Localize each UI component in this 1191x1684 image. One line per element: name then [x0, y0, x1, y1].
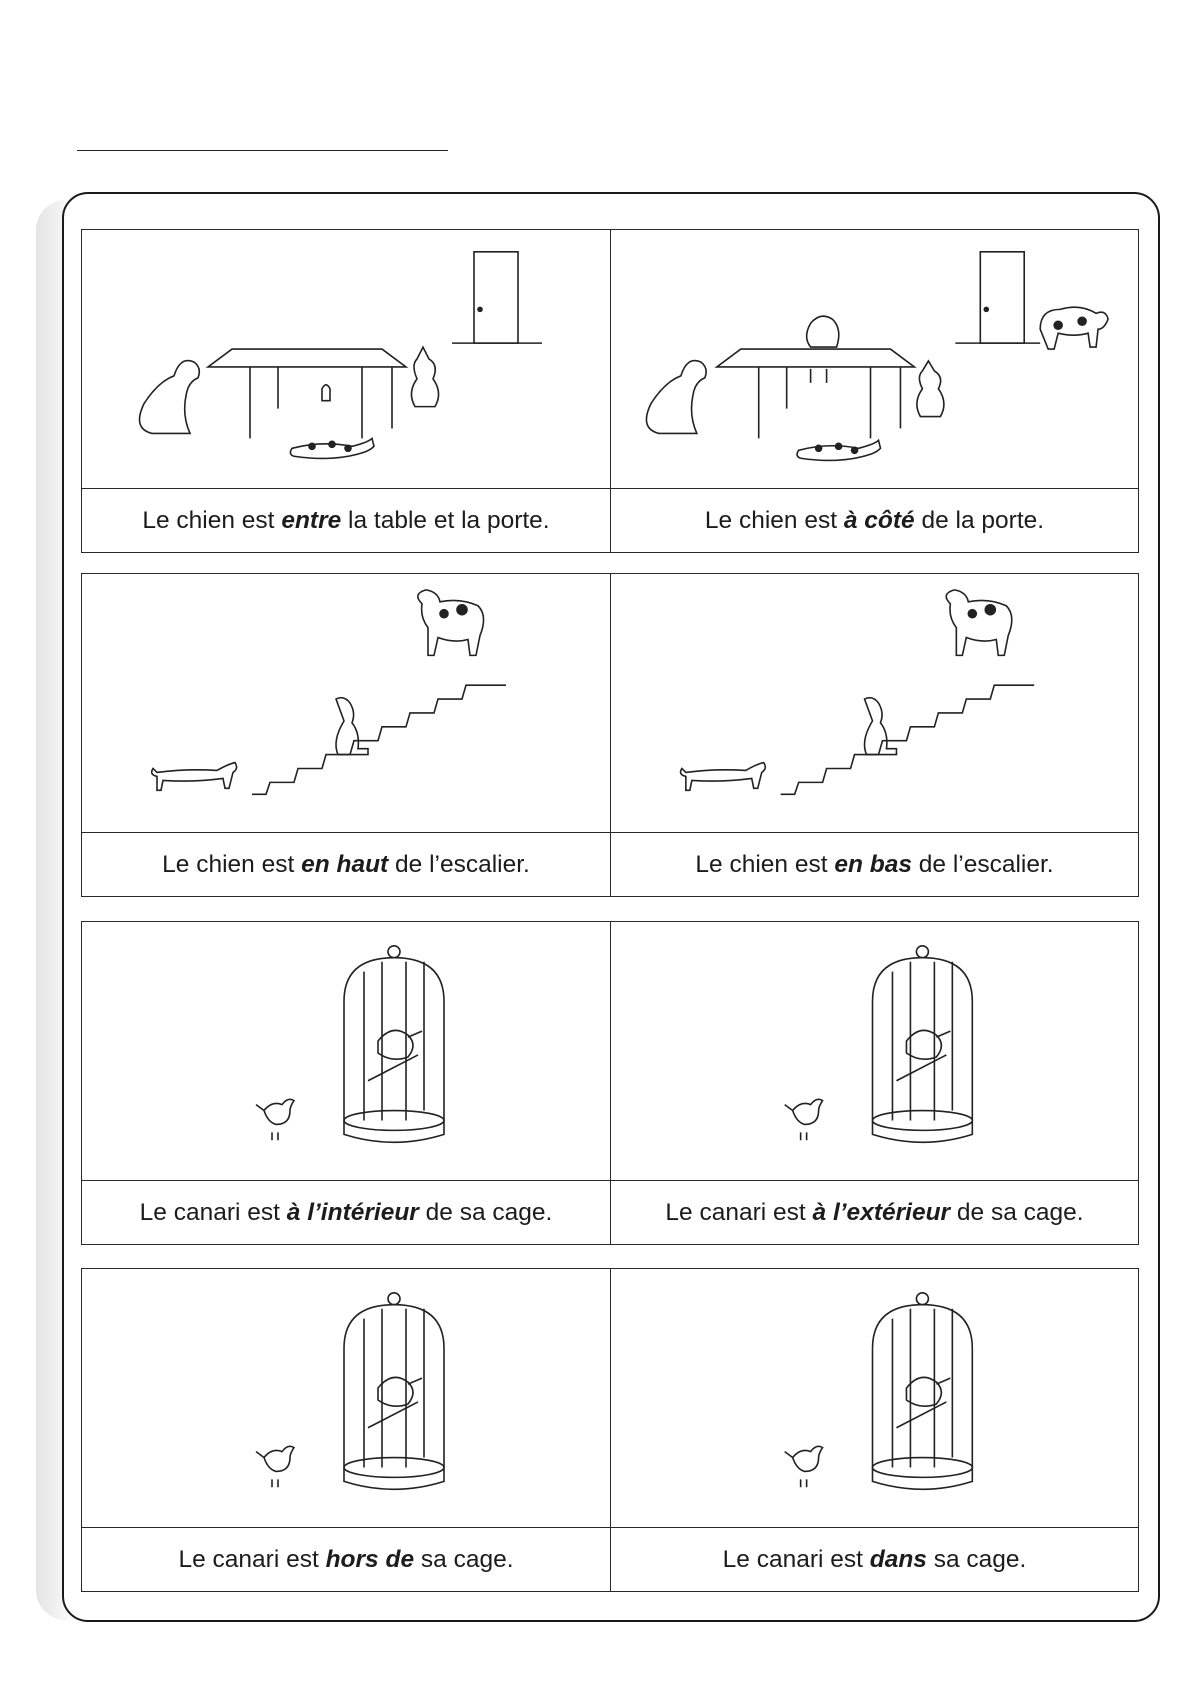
- name-line: [77, 150, 448, 151]
- card: [82, 230, 610, 552]
- caption: Le canari est dans sa cage.: [611, 1527, 1138, 1591]
- card-row: [81, 229, 1139, 553]
- caption: Le chien est en bas de l’escalier.: [611, 832, 1138, 896]
- card: [610, 922, 1138, 1244]
- caption: Le chien est à côté de la porte.: [611, 488, 1138, 552]
- card: [82, 922, 610, 1244]
- illustration-dogs-stairs-2: [611, 574, 1138, 832]
- card-row: [81, 573, 1139, 897]
- card: [610, 1269, 1138, 1591]
- illustration-dogs-table-door: [82, 230, 610, 488]
- illustration-dogs-table-door-2: [611, 230, 1138, 488]
- illustration-bird-cage-4: [611, 1269, 1138, 1527]
- illustration-dogs-stairs: [82, 574, 610, 832]
- card: [82, 1269, 610, 1591]
- card: [610, 574, 1138, 896]
- caption: Le chien est en haut de l’escalier.: [82, 832, 610, 896]
- illustration-bird-cage-2: [611, 922, 1138, 1180]
- card: [610, 230, 1138, 552]
- card-row: [81, 1268, 1139, 1592]
- caption: Le canari est à l’intérieur de sa cage.: [82, 1180, 610, 1244]
- caption: Le canari est à l’extérieur de sa cage.: [611, 1180, 1138, 1244]
- illustration-bird-cage: [82, 922, 610, 1180]
- caption: Le chien est entre la table et la porte.: [82, 488, 610, 552]
- caption: Le canari est hors de sa cage.: [82, 1527, 610, 1591]
- card-row: [81, 921, 1139, 1245]
- card: [82, 574, 610, 896]
- illustration-bird-cage-3: [82, 1269, 610, 1527]
